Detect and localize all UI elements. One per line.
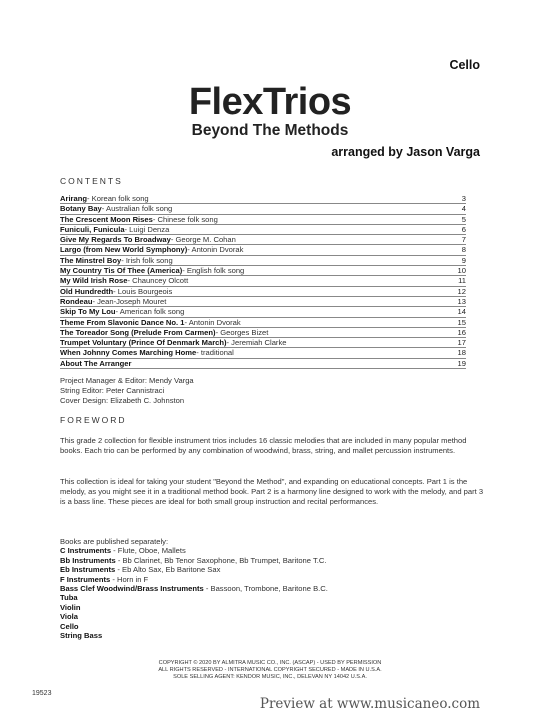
toc-title: Trumpet Voluntary (Prince Of Denmark March) xyxy=(60,338,227,348)
book-name: Cello xyxy=(60,621,79,631)
toc-composer: - Chinese folk song xyxy=(152,214,218,224)
credit-line: Project Manager & Editor: Mendy Varga xyxy=(60,376,194,385)
toc-page: 4 xyxy=(461,204,466,214)
credit-line: String Editor: Peter Cannistraci xyxy=(60,386,165,395)
toc-composer: - Irish folk song xyxy=(121,255,173,265)
toc-page: 5 xyxy=(461,214,466,224)
toc-row[interactable] xyxy=(60,328,466,338)
contents-heading: CONTENTS xyxy=(60,176,123,186)
toc-title: When Johnny Comes Marching Home xyxy=(60,348,197,358)
toc-title: Skip To My Lou xyxy=(60,307,116,317)
copyright-line: SOLE SELLING AGENT: KENDOR MUSIC, INC., DELEVAN NY 14042 U.S.A. xyxy=(173,674,367,680)
copyright-line: ALL RIGHTS RESERVED - INTERNATIONAL COPYRIGHT SECURED - MADE IN U.S.A. xyxy=(158,667,382,673)
toc-composer: - American folk song xyxy=(115,307,185,317)
toc-page: 3 xyxy=(461,194,466,203)
toc-composer: - Jeremiah Clarke xyxy=(226,338,287,348)
toc-title: The Toreador Song (Prelude From Carmen) xyxy=(60,327,216,337)
toc-row[interactable] xyxy=(60,225,466,235)
arranger-credit: arranged by Jason Varga xyxy=(331,145,480,159)
toc-page: 10 xyxy=(457,266,466,276)
book-name: F Instruments xyxy=(60,574,111,584)
toc-title: My Country Tis Of Thee (America) xyxy=(60,266,183,276)
toc-page: 7 xyxy=(461,235,466,245)
toc-composer: - Georges Bizet xyxy=(215,327,269,337)
copyright-notice xyxy=(0,660,540,681)
credit-line: Cover Design: Elizabeth C. Johnston xyxy=(60,396,185,405)
toc-row[interactable] xyxy=(60,266,466,276)
toc-title: The Crescent Moon Rises xyxy=(60,214,153,224)
toc-title: Largo (from New World Symphony) xyxy=(60,245,188,255)
book-name: Bb Instruments xyxy=(60,555,116,565)
book-desc: - Flute, Oboe, Mallets xyxy=(111,546,186,556)
book-item xyxy=(60,546,490,555)
toc-page: 19 xyxy=(457,358,466,368)
toc-row[interactable] xyxy=(60,215,466,225)
book-name: C Instruments xyxy=(60,546,112,556)
book-name: Eb Instruments xyxy=(60,565,116,575)
toc-composer: - English folk song xyxy=(182,266,245,276)
toc-row[interactable] xyxy=(60,287,466,297)
toc-title: Old Hundredth xyxy=(60,286,114,296)
book-name: Bass Clef Woodwind/Brass Instruments xyxy=(60,584,204,594)
book-item xyxy=(60,575,490,584)
toc-row[interactable] xyxy=(60,348,466,358)
toc-title: About The Arranger xyxy=(60,358,132,368)
toc-page: 13 xyxy=(457,296,466,306)
toc-row[interactable] xyxy=(60,318,466,328)
toc-row[interactable] xyxy=(60,276,466,286)
toc-row[interactable] xyxy=(60,338,466,348)
toc-title: Give My Regards To Broadway xyxy=(60,235,171,245)
toc-title: My Wild Irish Rose xyxy=(60,276,128,286)
toc-page: 16 xyxy=(457,327,466,337)
toc-composer: - Korean folk song xyxy=(87,194,149,203)
book-desc: - Bb Clarinet, Bb Tenor Saxophone, Bb Trumpet, Baritone T.C. xyxy=(115,555,327,565)
book-name: Tuba xyxy=(60,593,78,603)
toc-row[interactable] xyxy=(60,359,466,369)
toc-composer: - George M. Cohan xyxy=(170,235,236,245)
toc-title: Rondeau xyxy=(60,296,93,306)
toc-page: 17 xyxy=(457,338,466,348)
book-desc: - Horn in F xyxy=(110,574,149,584)
toc-page: 11 xyxy=(458,276,466,286)
book-desc: - Bassoon, Trombone, Baritone B.C. xyxy=(203,584,328,594)
book-name: String Bass xyxy=(60,631,103,641)
toc-composer: - Jean-Joseph Mouret xyxy=(92,296,167,306)
toc-page: 12 xyxy=(457,286,466,296)
toc-page: 15 xyxy=(457,317,466,327)
toc-row[interactable] xyxy=(60,256,466,266)
page-title: FlexTrios xyxy=(188,81,352,123)
toc-page: 6 xyxy=(461,224,466,234)
books-intro: Books are published separately: xyxy=(60,537,169,546)
book-item xyxy=(60,584,490,593)
toc-composer: - Australian folk song xyxy=(101,204,173,214)
book-desc: - Eb Alto Sax, Eb Baritone Sax xyxy=(115,565,221,575)
book-item xyxy=(60,612,490,621)
book-item xyxy=(60,603,490,612)
toc-title: Botany Bay xyxy=(60,204,102,214)
toc-composer: - Chauncey Olcott xyxy=(127,276,189,286)
toc-page: 18 xyxy=(457,348,466,358)
toc-row[interactable] xyxy=(60,204,466,214)
subtitle: Beyond The Methods xyxy=(191,122,349,139)
book-item xyxy=(60,565,490,574)
toc-composer: - Louis Bourgeois xyxy=(113,286,173,296)
toc-row[interactable] xyxy=(60,245,466,255)
preview-watermark[interactable]: Preview at www.musicaneo.com xyxy=(259,696,480,712)
book-item xyxy=(60,593,490,602)
copyright-line: COPYRIGHT © 2020 BY ALMITRA MUSIC CO., INC. (ASCAP) - USED BY PERMISSION xyxy=(158,660,382,666)
foreword-paragraph: This collection is ideal for taking your student "Beyond the Method", and expanding on educational concepts. Part 1 is the melody, as you might see it in a traditional method book. Part 2 is a harmony line designed to work with the melody, and part 3 is a bass line. These pieces are ideal for both small group instruction and recital performances. xyxy=(60,477,484,506)
toc-row[interactable] xyxy=(60,297,466,307)
toc-row[interactable] xyxy=(60,235,466,245)
toc-composer: - Antonin Dvorak xyxy=(187,245,244,255)
toc-title: Theme From Slavonic Dance No. 1 xyxy=(60,317,185,327)
instrument-name: Cello xyxy=(449,58,480,72)
toc-page: 9 xyxy=(461,255,466,265)
toc-page: 8 xyxy=(461,245,466,255)
toc-composer: - Luigi Denza xyxy=(124,224,170,234)
toc-composer: - traditional xyxy=(196,348,234,358)
book-name: Violin xyxy=(60,602,81,612)
book-item xyxy=(60,622,490,631)
credits-block xyxy=(60,376,194,406)
table-of-contents xyxy=(60,194,466,369)
toc-title: The Minstrel Boy xyxy=(60,255,122,265)
book-name: Viola xyxy=(60,612,79,622)
toc-title: Arirang xyxy=(60,194,88,203)
foreword-heading: FOREWORD xyxy=(60,415,127,425)
toc-page: 14 xyxy=(457,307,466,317)
book-item xyxy=(60,556,490,565)
catalog-number: 19523 xyxy=(32,690,52,697)
books-list xyxy=(60,537,490,640)
foreword-paragraph: This grade 2 collection for flexible instrument trios includes 16 classic melodies that are included in many popular method books. Each trio can be performed by any combination of woodwind, brass, string, and mallet percussion instruments. xyxy=(60,436,467,455)
toc-row[interactable] xyxy=(60,307,466,317)
toc-composer: - Antonin Dvorak xyxy=(184,317,241,327)
toc-row[interactable] xyxy=(60,194,466,204)
book-item xyxy=(60,631,490,640)
toc-title: Funiculi, Funicula xyxy=(60,224,125,234)
